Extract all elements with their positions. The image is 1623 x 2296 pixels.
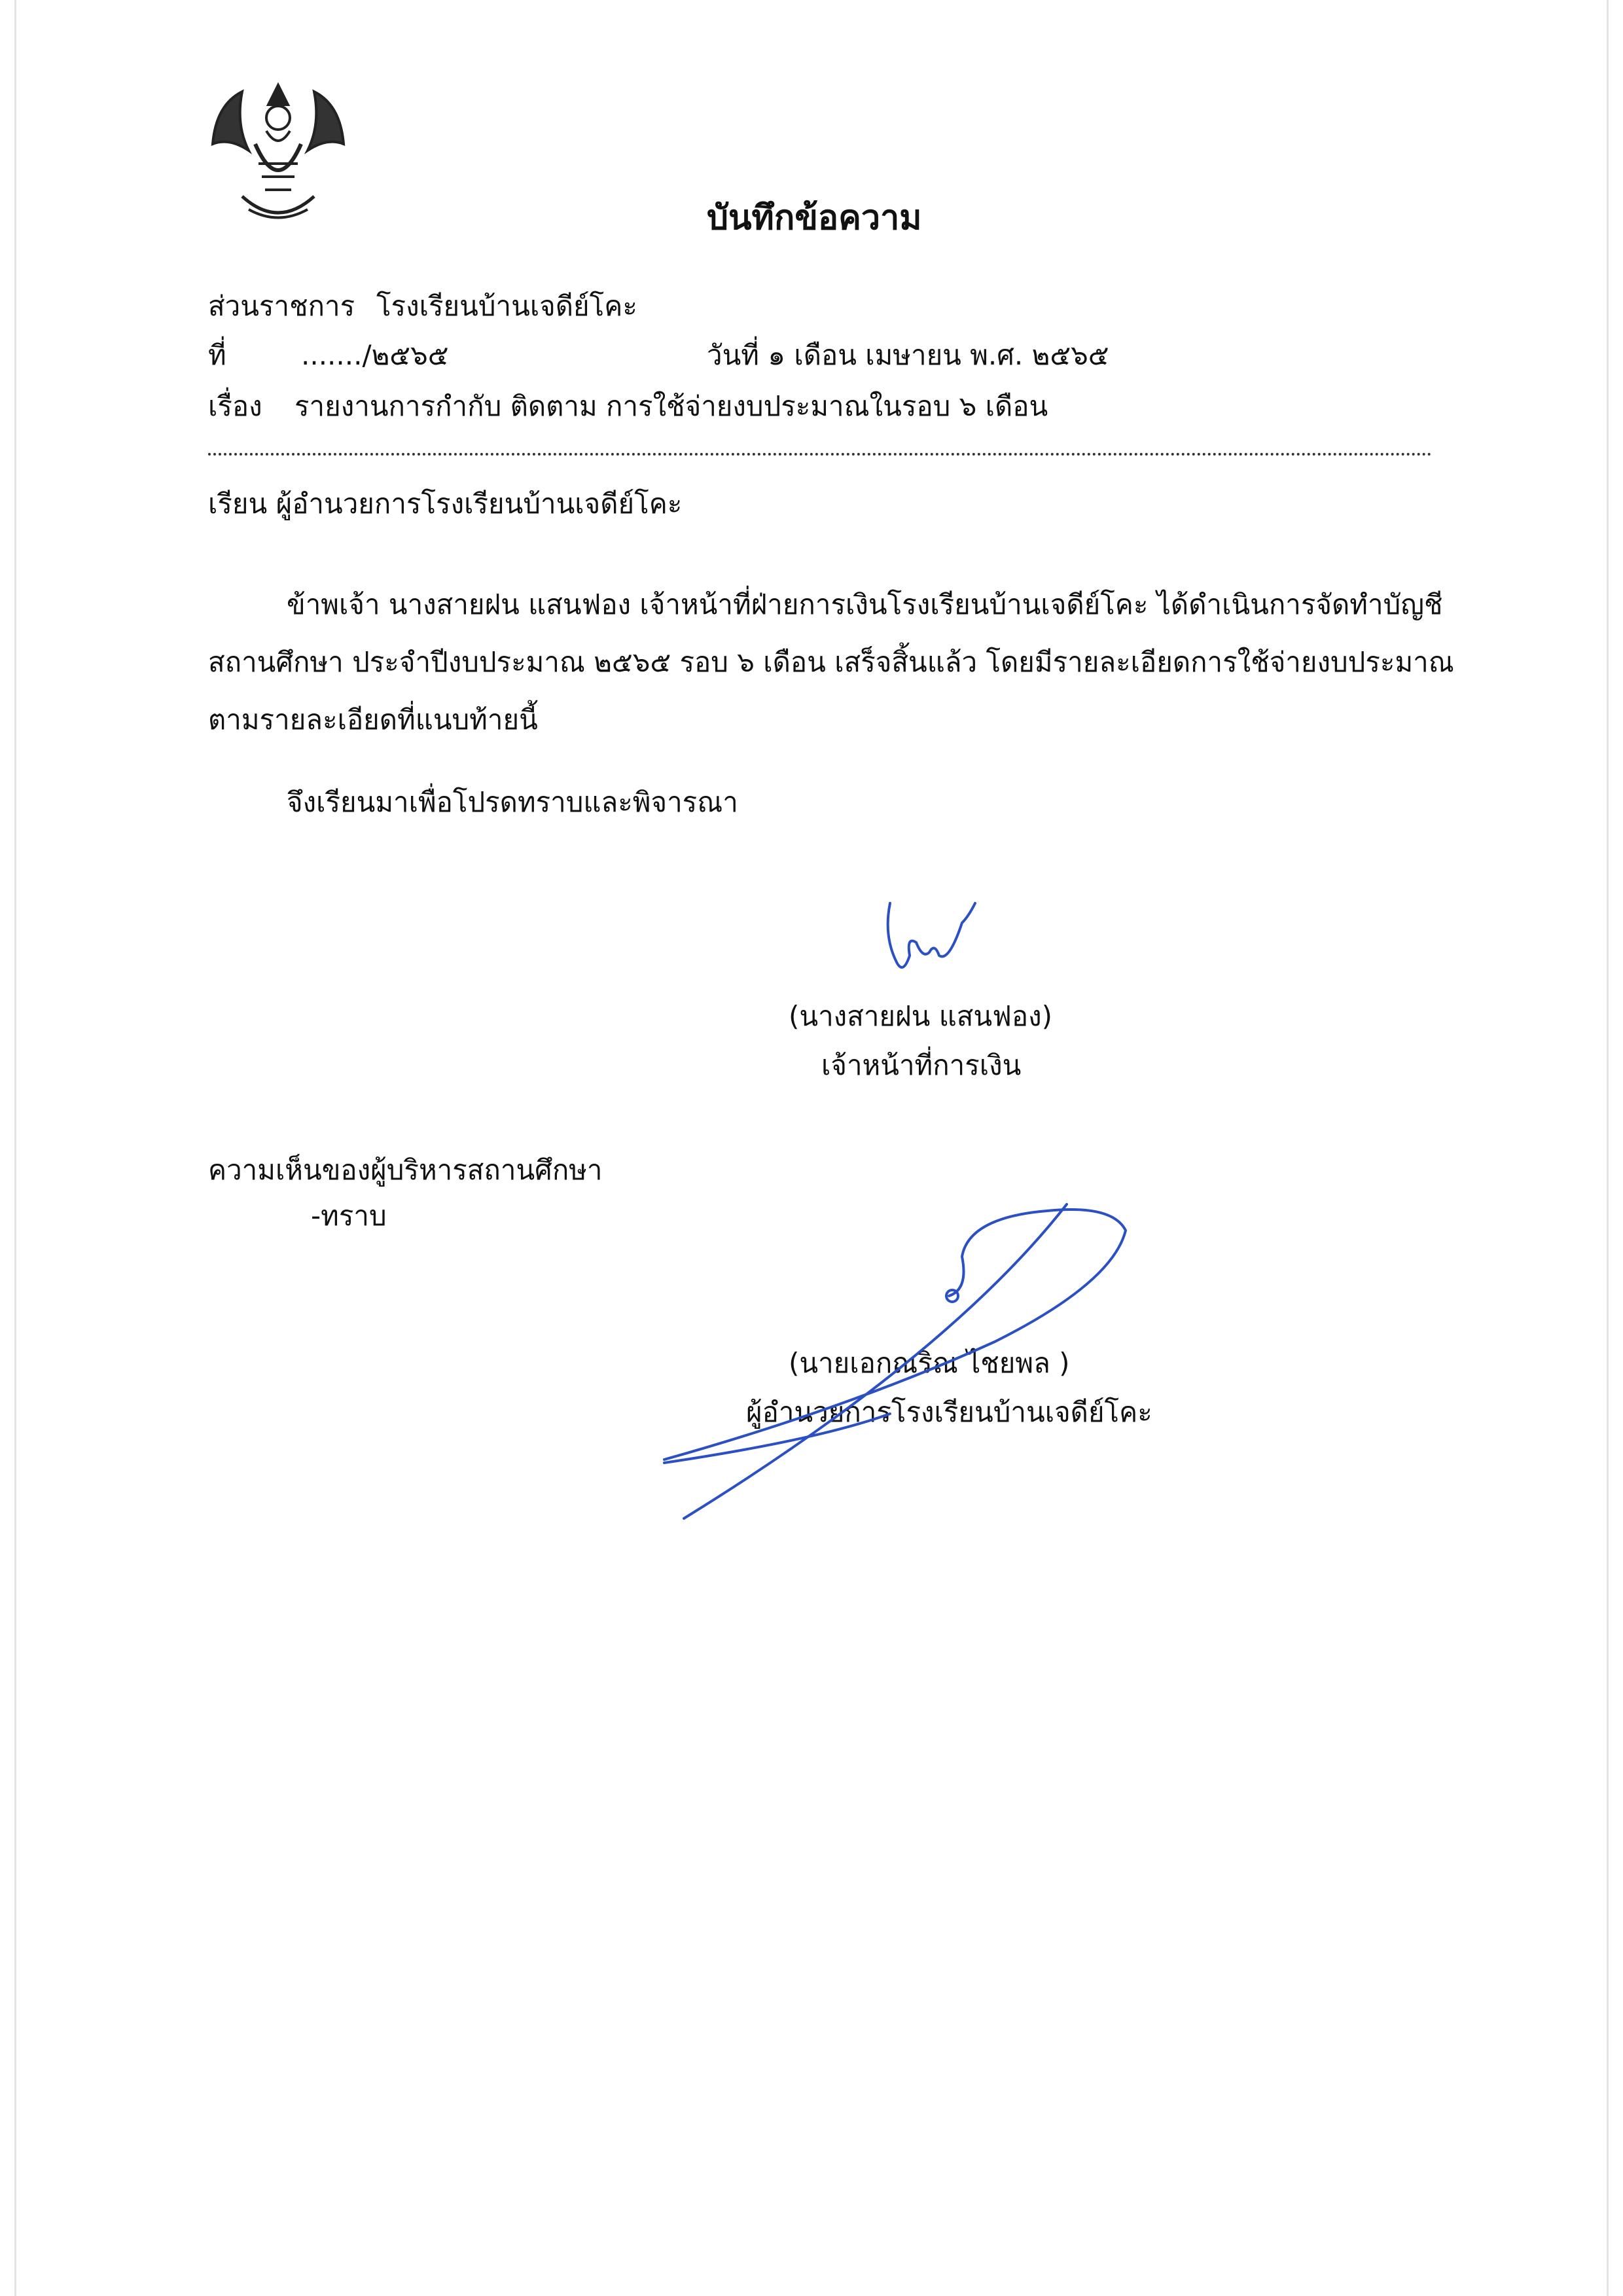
- signer1-name: (นางสายฝน แสนฟอง): [789, 1000, 1052, 1032]
- date-text: วันที่ ๑ เดือน เมษายน พ.ศ. ๒๕๖๕: [707, 339, 1109, 371]
- scan-edge-right: [1607, 0, 1609, 2296]
- closing-line: จึงเรียนมาเพื่อโปรดทราบและพิจารณา: [287, 786, 738, 818]
- opinion-value: -ทราบ: [311, 1200, 387, 1232]
- signature-director: [654, 1191, 1152, 1532]
- subject-label: เรื่อง: [208, 390, 262, 422]
- body-paragraph: ข้าพเจ้า นางสายฝน แสนฟอง เจ้าหน้าที่ฝ่ายการเงินโรงเรียนบ้านเจดีย์โคะ ได้ดำเนินการจัดทำบัญชีสถานศึกษา ประจำปีงบประมาณ ๒๕๖๕ รอบ ๖ เดือน เสร็จสิ้นแล้ว โดยมีรายละเอียดการใช้จ่ายงบประมาณตามรายละเอียดที่แนบท้ายนี้: [208, 588, 1454, 736]
- opinion-label: ความเห็นของผู้บริหารสถานศึกษา: [208, 1154, 603, 1186]
- header-divider: [208, 452, 1432, 456]
- number-label: ที่: [208, 339, 226, 371]
- memo-title: บันทึกข้อความ: [707, 198, 922, 238]
- department-label: ส่วนราชการ: [208, 290, 355, 322]
- signer1-position: เจ้าหน้าที่การเงิน: [821, 1049, 1022, 1081]
- signature-finance-officer: [877, 897, 982, 988]
- garuda-emblem-icon: [203, 65, 353, 229]
- salutation: เรียน ผู้อำนวยการโรงเรียนบ้านเจดีย์โคะ: [208, 488, 683, 520]
- signer2-position: ผู้อำนวยการโรงเรียนบ้านเจดีย์โคะ: [746, 1396, 1152, 1428]
- scan-edge-left: [14, 0, 16, 2296]
- subject-value: รายงานการกำกับ ติดตาม การใช้จ่ายงบประมาณในรอบ ๖ เดือน: [294, 390, 1048, 422]
- signer2-name: (นายเอกณริณ ไชยพล ): [789, 1347, 1070, 1379]
- number-value: ......./๒๕๖๕: [301, 339, 449, 371]
- department-value: โรงเรียนบ้านเจดีย์โคะ: [376, 290, 637, 322]
